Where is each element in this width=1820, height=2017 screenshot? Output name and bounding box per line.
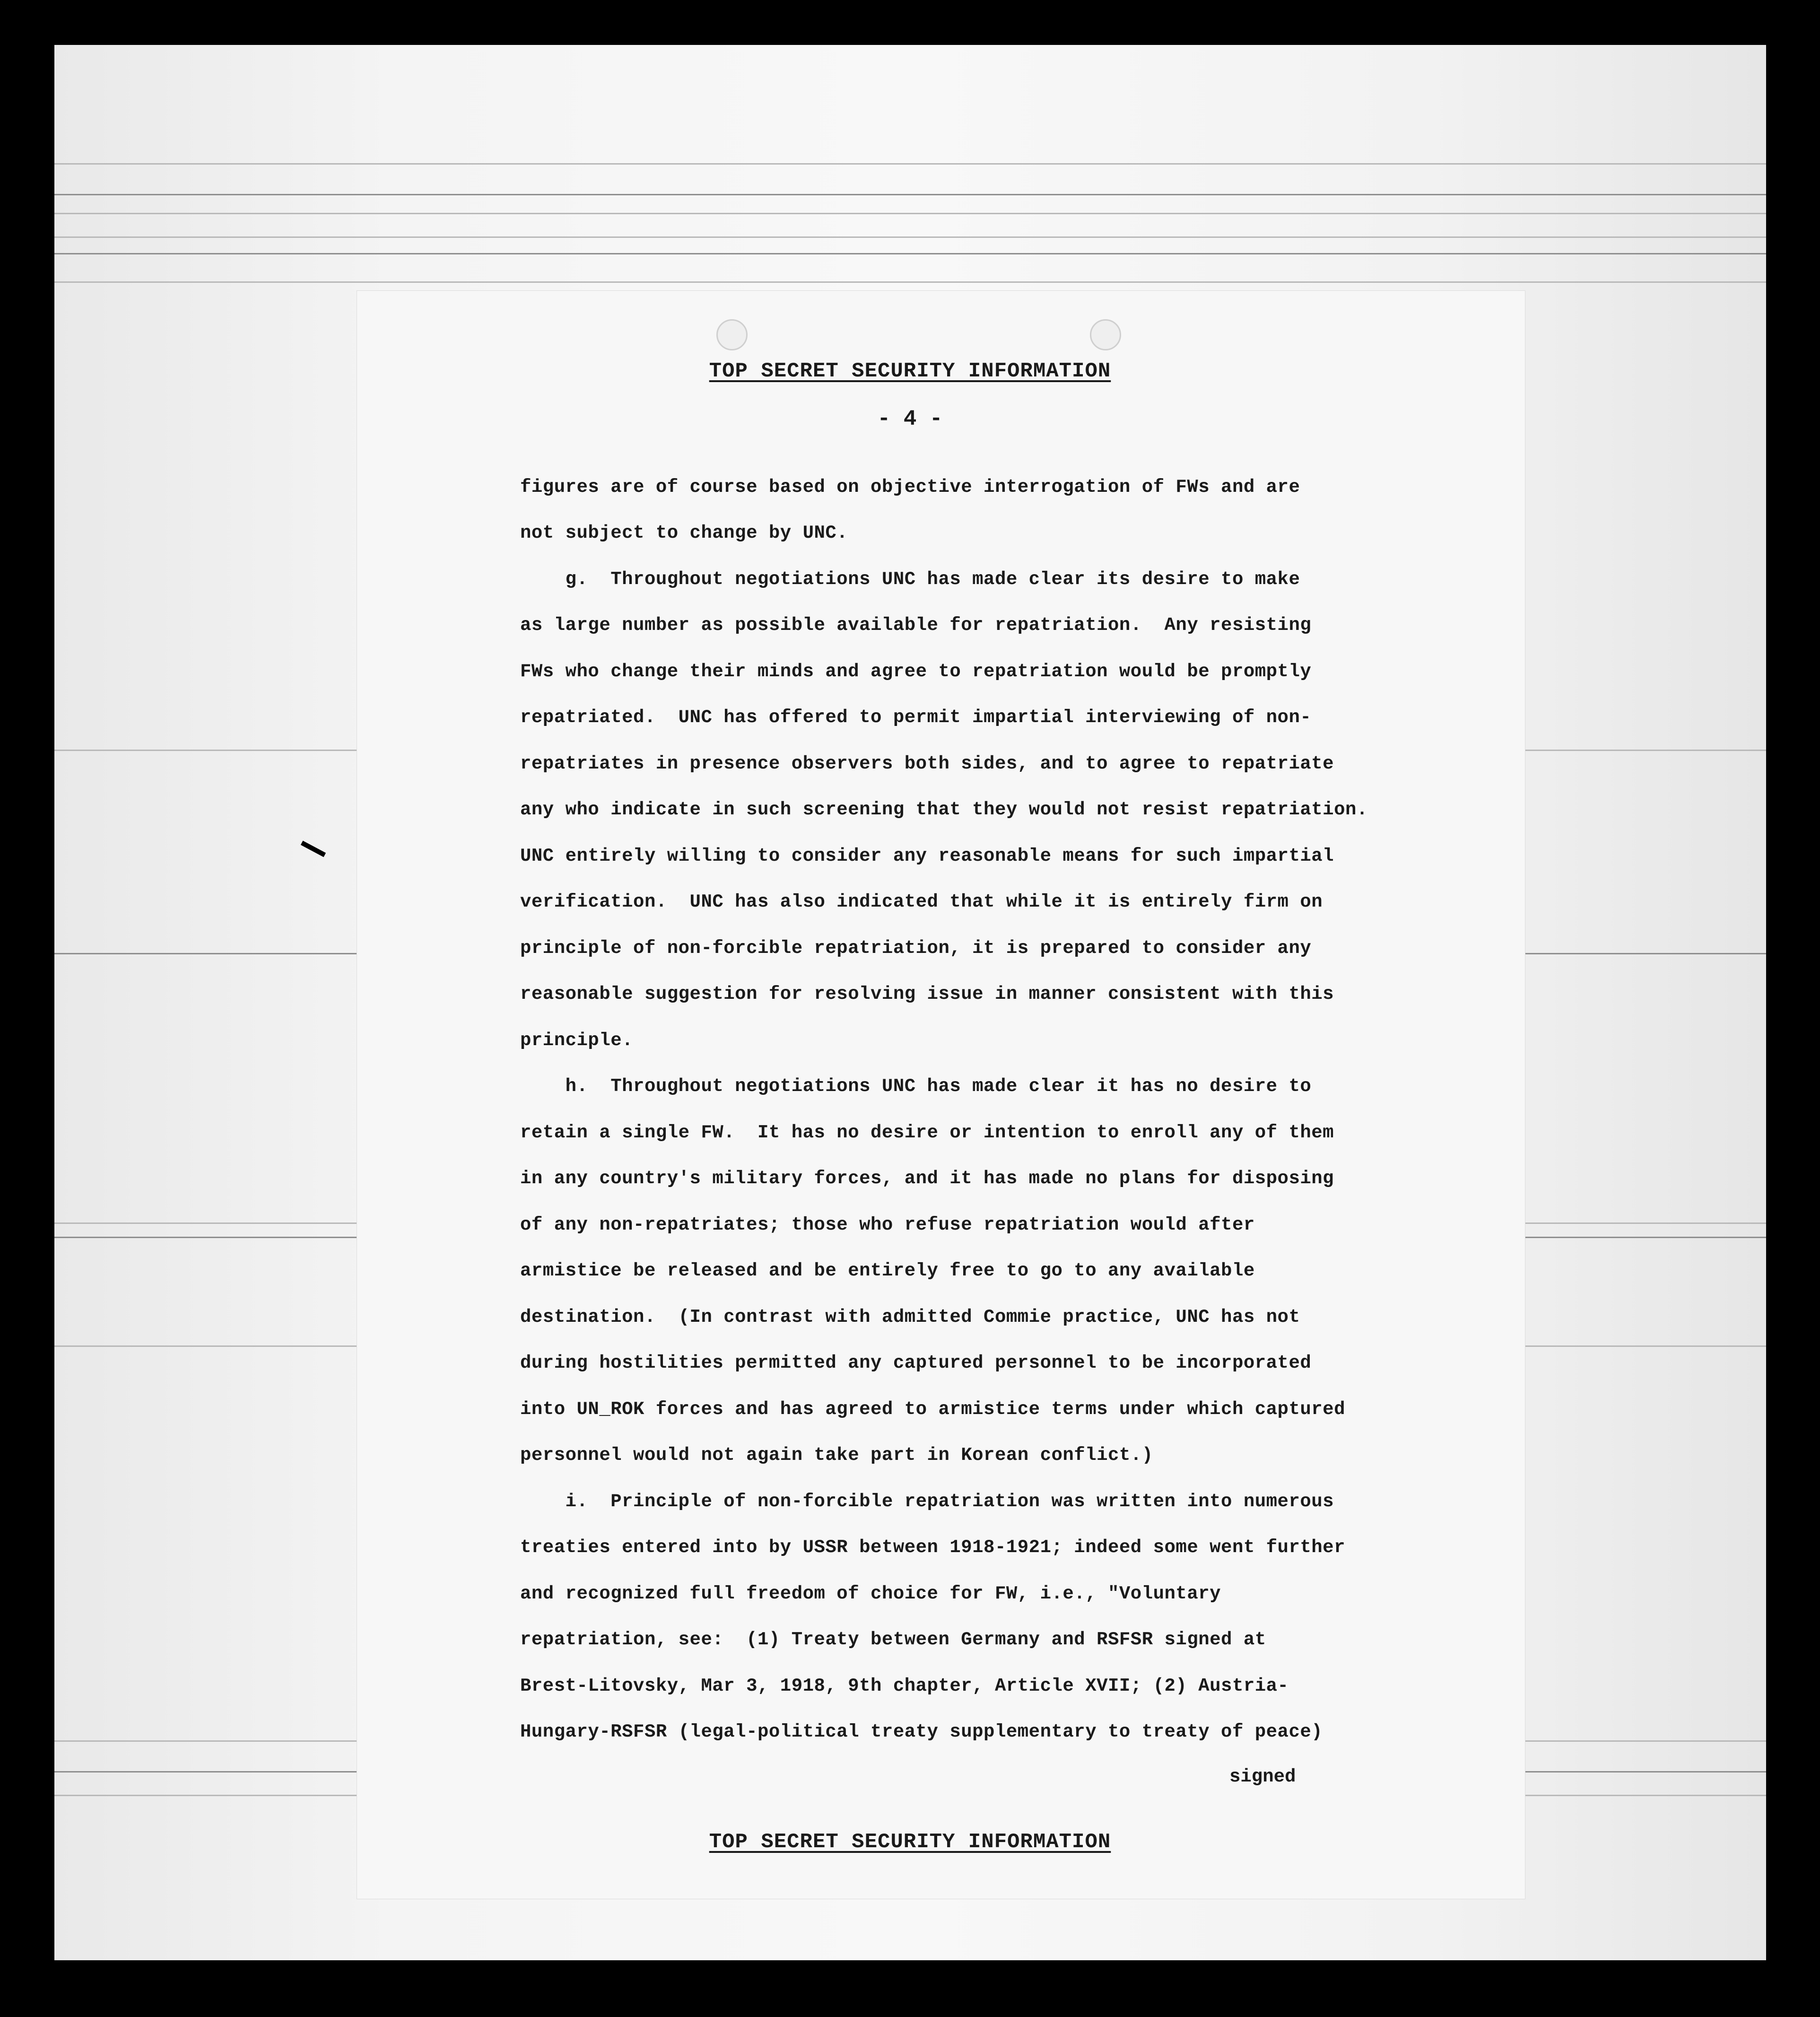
body-line: Hungary-RSFSR (legal-political treaty supplementary to treaty of peace) (520, 1721, 1323, 1742)
body-line: FWs who change their minds and agree to repatriation would be promptly (520, 661, 1312, 682)
classification-header: TOP SECRET SECURITY INFORMATION (709, 359, 1111, 383)
body-line: i. Principle of non-forcible repatriation was written into numerous (520, 1491, 1334, 1512)
body-line: g. Throughout negotiations UNC has made clear its desire to make (520, 569, 1300, 590)
body-line: h. Throughout negotiations UNC has made clear it has no desire to (520, 1076, 1312, 1097)
body-line: principle of non-forcible repatriation, it is prepared to consider any (520, 938, 1312, 959)
body-line: treaties entered into by USSR between 1918-1921; indeed some went further (520, 1537, 1345, 1558)
body-line: during hostilities permitted any captured personnel to be incorporated (520, 1353, 1312, 1373)
body-line: into UN_ROK forces and has agreed to armistice terms under which captured (520, 1399, 1345, 1420)
body-line: not subject to change by UNC. (520, 523, 848, 543)
body-line: repatriated. UNC has offered to permit impartial interviewing of non- (520, 707, 1312, 728)
body-line: any who indicate in such screening that they would not resist repatriation. (520, 799, 1368, 820)
body-line: figures are of course based on objective interrogation of FWs and are (520, 477, 1300, 498)
body-line: in any country's military forces, and it has made no plans for disposing (520, 1168, 1334, 1189)
body-line: of any non-repatriates; those who refuse repatriation would after (520, 1214, 1255, 1235)
body-line: repatriation, see: (1) Treaty between Germany and RSFSR signed at (520, 1629, 1266, 1650)
body-line: repatriates in presence observers both sides, and to agree to repatriate (520, 753, 1334, 774)
body-line: principle. (520, 1030, 634, 1051)
body-line: reasonable suggestion for resolving issue in manner consistent with this (520, 984, 1334, 1004)
body-line: personnel would not again take part in Korean conflict.) (520, 1445, 1153, 1466)
body-line: armistice be released and be entirely free to go to any available (520, 1260, 1255, 1281)
body-line: as large number as possible available for repatriation. Any resisting (520, 615, 1312, 636)
classification-footer: TOP SECRET SECURITY INFORMATION (709, 1830, 1111, 1854)
body-line: and recognized full freedom of choice for FW, i.e., "Voluntary (520, 1583, 1221, 1604)
body-line: Brest-Litovsky, Mar 3, 1918, 9th chapter, Article XVII; (2) Austria- (520, 1676, 1289, 1696)
continuation-word: signed (1229, 1766, 1296, 1787)
page-number: - 4 - (877, 407, 943, 431)
body-line: UNC entirely willing to consider any reasonable means for such impartial (520, 846, 1334, 866)
body-line: retain a single FW. It has no desire or intention to enroll any of them (520, 1122, 1334, 1143)
body-line: destination. (In contrast with admitted Commie practice, UNC has not (520, 1307, 1300, 1327)
body-line: verification. UNC has also indicated that while it is entirely firm on (520, 891, 1323, 912)
